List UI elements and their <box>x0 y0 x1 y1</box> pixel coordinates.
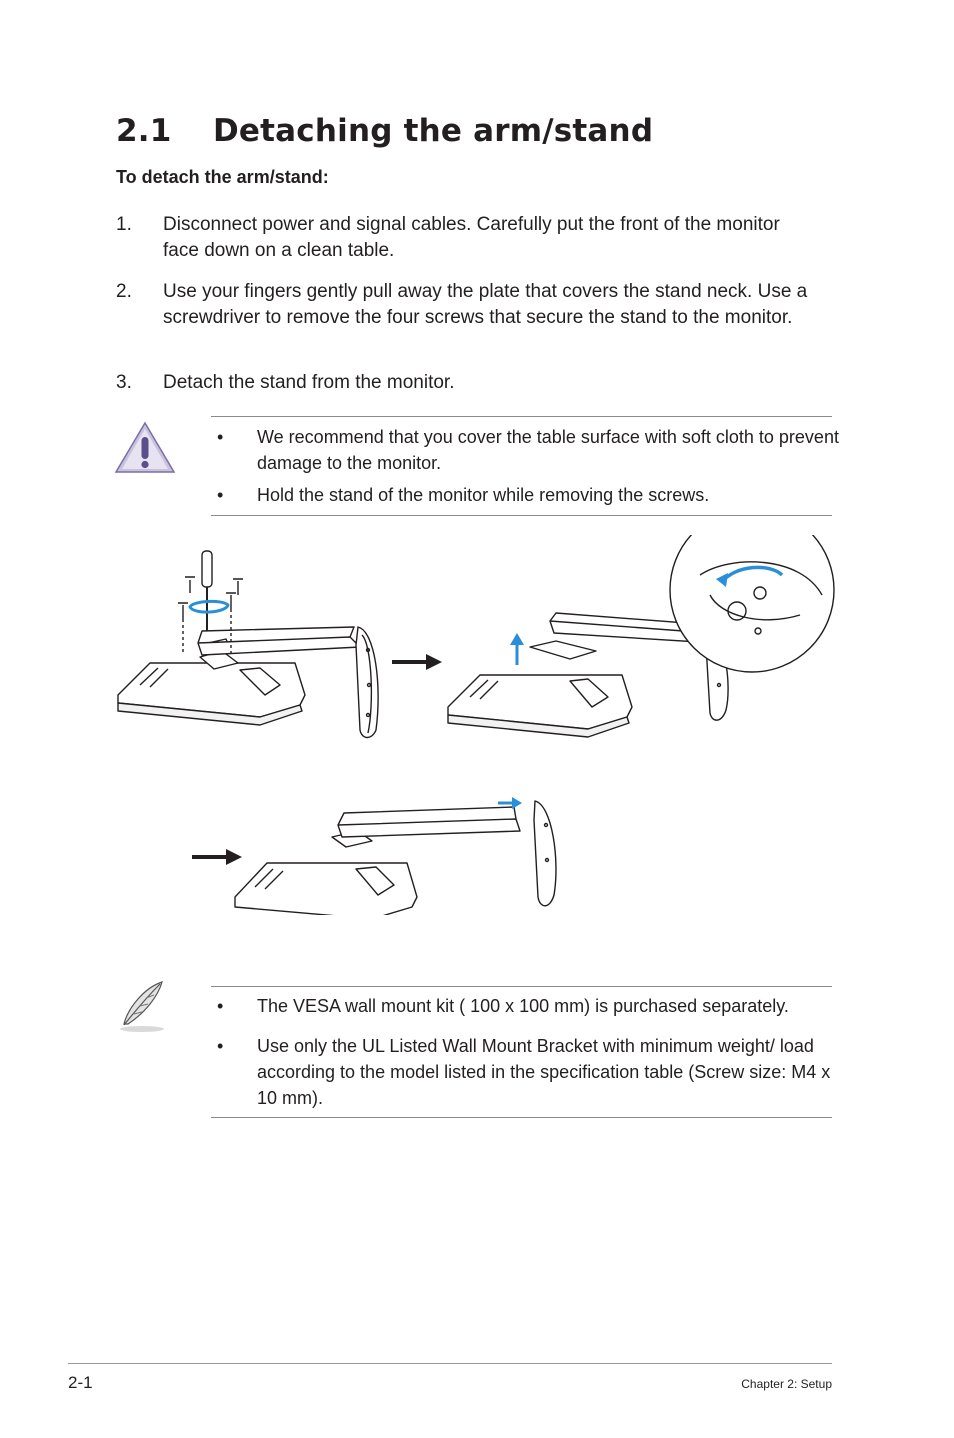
note-text: Use only the UL Listed Wall Mount Bracket with minimum weight/ load according to the model listed in the specification table (Screw size: M4 x 10 mm). <box>257 1036 831 1108</box>
arrow-right-icon <box>192 849 242 865</box>
monitor-stand-detached-figure <box>235 797 556 915</box>
chapter-label: Chapter 2: Setup <box>741 1377 832 1391</box>
section-number: 2.1 <box>116 113 172 149</box>
zoom-detail-circle <box>670 535 834 672</box>
caution-text: Hold the stand of the monitor while removing the screws. <box>257 485 710 505</box>
screwdriver-figure <box>178 551 243 655</box>
footer-rule <box>68 1363 832 1364</box>
step-number: 2. <box>116 281 132 302</box>
caution-text: We recommend that you cover the table surface with soft cloth to prevent damage to the monitor. <box>257 427 839 473</box>
note-top-rule <box>211 986 832 987</box>
section-heading <box>116 113 653 149</box>
step-text: Disconnect power and signal cables. Carefully put the front of the monitor face down on a clean table. <box>163 214 780 261</box>
page-number: 2-1 <box>68 1373 93 1392</box>
note-item <box>217 1033 832 1111</box>
note-text: The VESA wall mount kit ( 100 x 100 mm) is purchased separately. <box>257 996 789 1016</box>
feather-icon <box>114 978 170 1034</box>
bullet: • <box>217 1036 224 1056</box>
step-item <box>116 212 816 263</box>
section-title: Detaching the arm/stand <box>213 113 654 149</box>
step-item <box>116 370 816 396</box>
note-item <box>217 993 832 1019</box>
caution-item <box>217 482 832 508</box>
bullet: • <box>217 485 224 505</box>
arrow-right-icon <box>392 654 442 670</box>
step-item <box>116 279 816 330</box>
caution-item <box>217 424 839 476</box>
bullet: • <box>217 427 224 447</box>
warning-icon <box>112 420 178 476</box>
subheading: To detach the arm/stand: <box>116 167 329 187</box>
detach-illustration <box>110 535 840 915</box>
step-text: Use your fingers gently pull away the plate that covers the stand neck. Use a screwdriver to remove the four screws that secure the stand to the monitor. <box>163 281 808 328</box>
caution-top-rule <box>211 416 832 417</box>
step-number: 1. <box>116 214 132 235</box>
bullet: • <box>217 996 224 1016</box>
caution-bottom-rule <box>211 515 832 516</box>
note-bottom-rule <box>211 1117 832 1118</box>
step-text: Detach the stand from the monitor. <box>163 372 455 393</box>
step-number: 3. <box>116 372 132 393</box>
monitor-with-stand-figure <box>118 627 378 738</box>
